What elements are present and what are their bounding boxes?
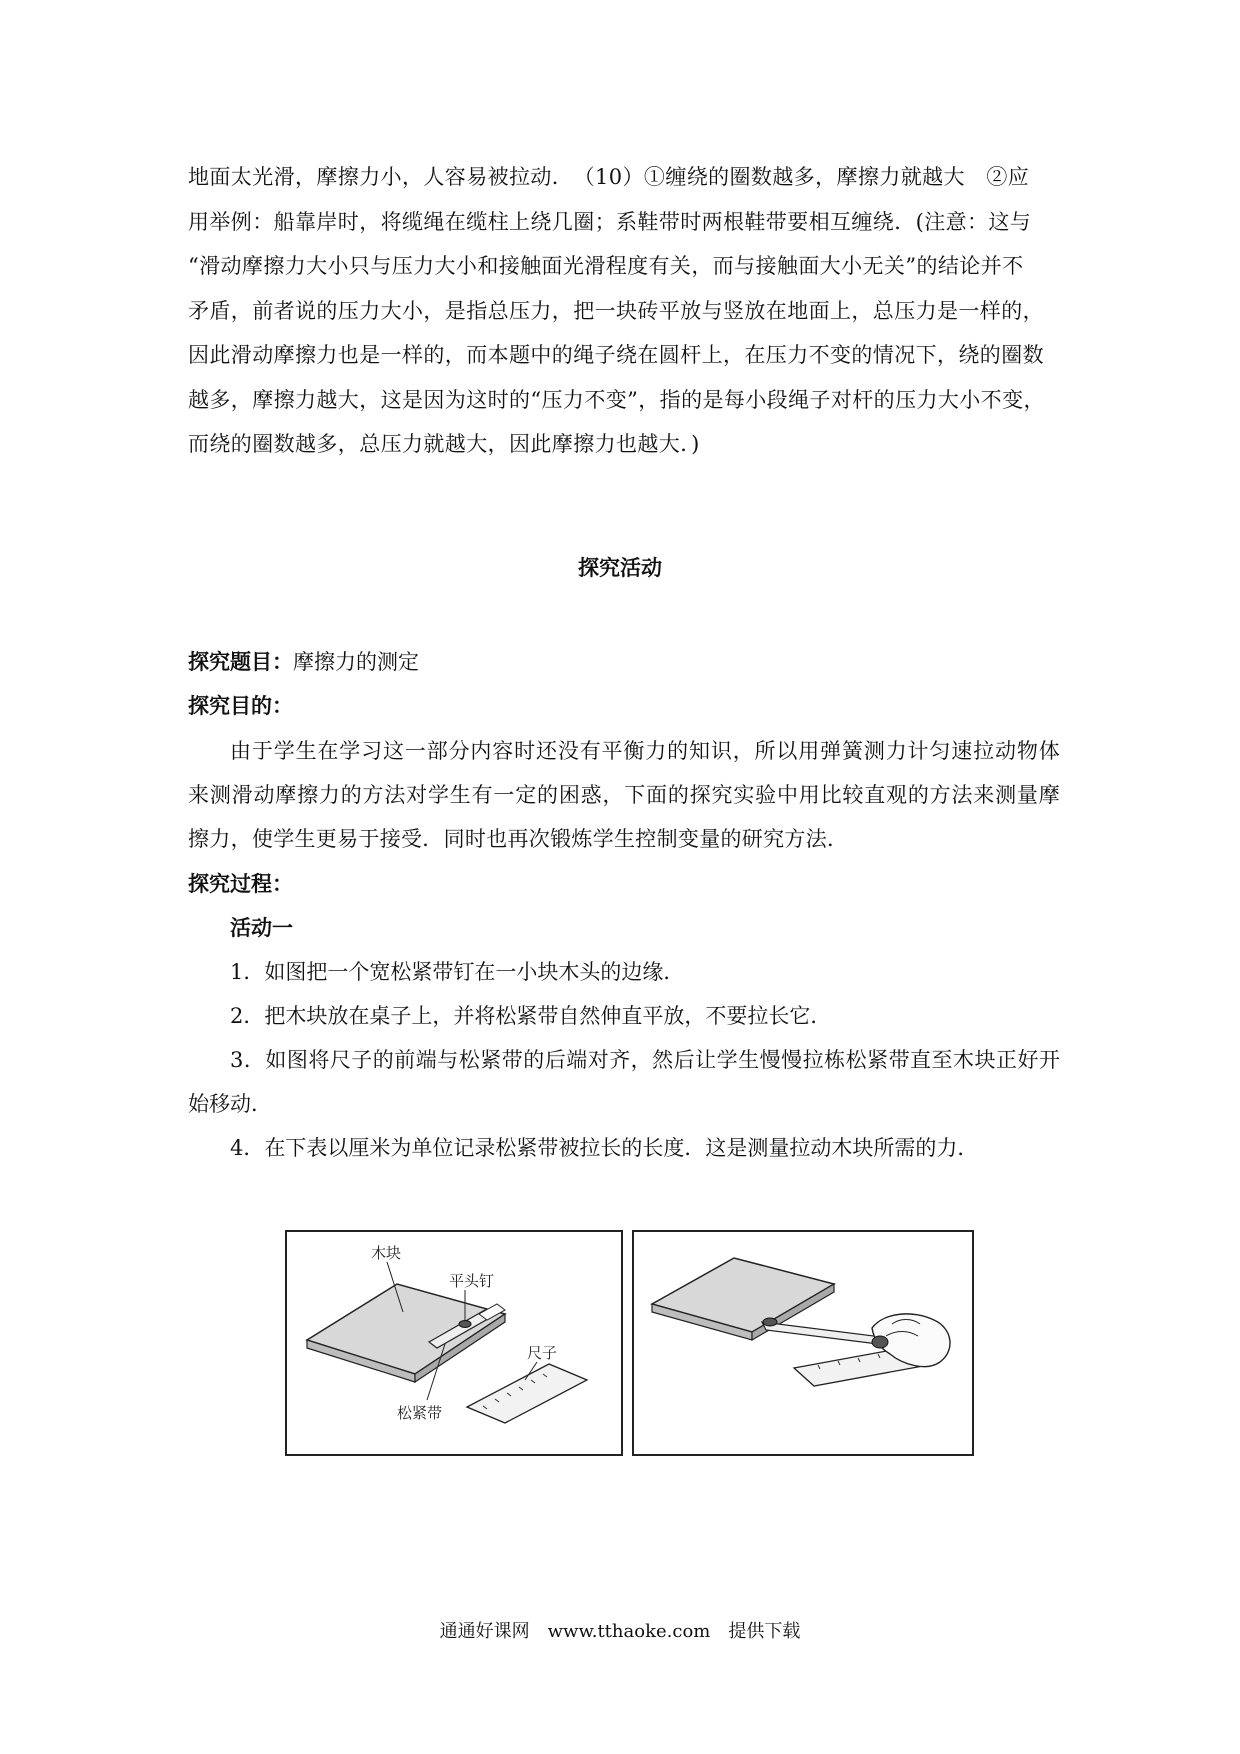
topic-value: 摩擦力的测定	[293, 650, 419, 674]
footer-credit: 通通好课网 www.tthaoke.com 提供下载	[439, 1621, 801, 1642]
experiment-figures	[285, 1230, 975, 1452]
activity-label: 活动一	[230, 915, 293, 940]
purpose-label: 探究目的：	[188, 693, 293, 718]
intro-line: 因此滑动摩擦力也是一样的，而本题中的绳子绕在圆杆上，在压力不变的情况下，绕的圈数	[188, 343, 1044, 367]
intro-line: 越多，摩擦力越大，这是因为这时的“压力不变”，指的是每小段绳子对杆的压力大小不变，	[188, 387, 1045, 412]
figure-setup	[285, 1230, 623, 1456]
intro-line: 矛盾，前者说的压力大小，是指总压力，把一块砖平放与竖放在地面上，总压力是一样的，	[188, 298, 1044, 323]
step-item: 1．如图把一个宽松紧带钉在一小块木头的边缘．	[230, 960, 685, 984]
setup-illustration	[287, 1232, 621, 1454]
purpose-text: 由于学生在学习这一部分内容时还没有平衡力的知识，所以用弹簧测力计匀速拉动物体来测滑动摩擦力的方法对学生有一定的困惑，下面的探究实验中用比较直观的方法来测量摩擦力，使学生更易于接受．同时也再次锻炼学生控制变量的研究方法．	[188, 739, 1060, 851]
figure-pulling	[632, 1230, 974, 1456]
step-item: 4．在下表以厘米为单位记录松紧带被拉长的长度．这是测量拉动木块所需的力．	[230, 1136, 979, 1160]
section-title: 探究活动	[578, 555, 662, 580]
label-nail: 平头钉	[449, 1272, 495, 1290]
step-item: 3．如图将尺子的前端与松紧带的后端对齐，然后让学生慢慢拉栋松紧带直至木块正好开始移动．	[188, 1048, 1060, 1116]
intro-line: 用举例：船靠岸时，将缆绳在缆柱上绕几圈；系鞋带时两根鞋带要相互缠绕．(注意：这与	[188, 209, 1032, 234]
step-list	[188, 950, 1060, 1170]
label-band: 松紧带	[397, 1404, 443, 1422]
topic-label: 探究题目：	[188, 649, 293, 674]
intro-line: 地面太光滑，摩擦力小，人容易被拉动． （10）①缠绕的圈数越多，摩擦力就越大 ②应	[188, 165, 1030, 189]
intro-line: “滑动摩擦力大小只与压力大小和接触面光滑程度有关，而与接触面大小无关”的结论并不	[188, 254, 1024, 278]
label-ruler: 尺子	[527, 1344, 558, 1362]
intro-paragraph	[188, 155, 1060, 467]
process-label: 探究过程：	[188, 871, 293, 896]
pulling-illustration	[634, 1232, 972, 1454]
step-item: 2．把木块放在桌子上，并将松紧带自然伸直平放，不要拉长它．	[230, 1004, 832, 1028]
label-block: 木块	[371, 1244, 402, 1262]
intro-line: 而绕的圈数越多，总压力就越大，因此摩擦力也越大．)	[188, 432, 700, 456]
topic-line	[188, 640, 1060, 684]
